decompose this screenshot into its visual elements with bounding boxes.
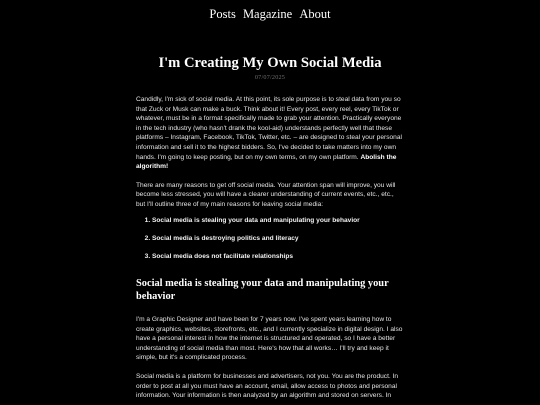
section-paragraph-1: I'm a Graphic Designer and have been for 7 years now. I've spent years learning how to create graphics, websites, storefronts, etc., and I currently specialize in digital design. I also have a personal interest in how the internet is structured and operated, so I have a better understanding of social media than most. Here's how that all works… I'll try and keep it simple, but it's a complicated process. [136,316,403,362]
reasons-list [136,216,404,262]
article-title: I'm Creating My Own Social Media [158,55,382,71]
top-navigation [0,7,540,22]
reasons-intro-paragraph: There are many reasons to get off social media. Your attention span will improve, you will become less stressed, you will have a clearer understanding of current events, etc., etc., but I'll outline three of my main reasons for leaving social media: [136,181,396,208]
section-heading: Social media is stealing your data and manipulating your behavior [136,278,389,303]
article-date: 07/07/2025 [254,74,286,81]
nav-link-about[interactable]: About [299,7,331,21]
reason-item-2: 2. Social media is destroying politics and literacy [152,234,404,244]
intro-text: Candidly, I'm sick of social media. At this point, its sole purpose is to steal data from you so that Zuck or Musk can make a buck. Think about it! Every post, every reel, every TikTok or whatever, must be in a format specifically made to grab your attention. Practically everyone in the tech industry (who hasn't drank the kool-aid) understands perfectly well that these platforms – Instagram, Facebook, TikTok, Twitter, etc. – are designed to steal your personal information and sell it to the highest bidders. So, I've decided to take matters into my own hands. I'm going to keep posting, but on my own terms, on my own platform. [136,96,402,161]
intro-bold-text: Abolish the algorithm! [136,153,397,171]
article [136,54,404,401]
nav-link-magazine[interactable]: Magazine [242,7,293,21]
intro-paragraph [136,95,404,172]
nav-link-posts[interactable]: Posts [209,7,236,21]
reason-item-1: 1. Social media is stealing your data and manipulating your behavior [152,216,404,226]
reason-item-3: 3. Social media does not facilitate relationships [152,252,404,262]
section-paragraph-2: Social media is a platform for businesses and advertisers, not you. You are the product. In order to post at all you must have an account, email, allow access to photos and personal information. Your information is then analyzed by an algorithm and stored on servers. In [136,373,399,400]
